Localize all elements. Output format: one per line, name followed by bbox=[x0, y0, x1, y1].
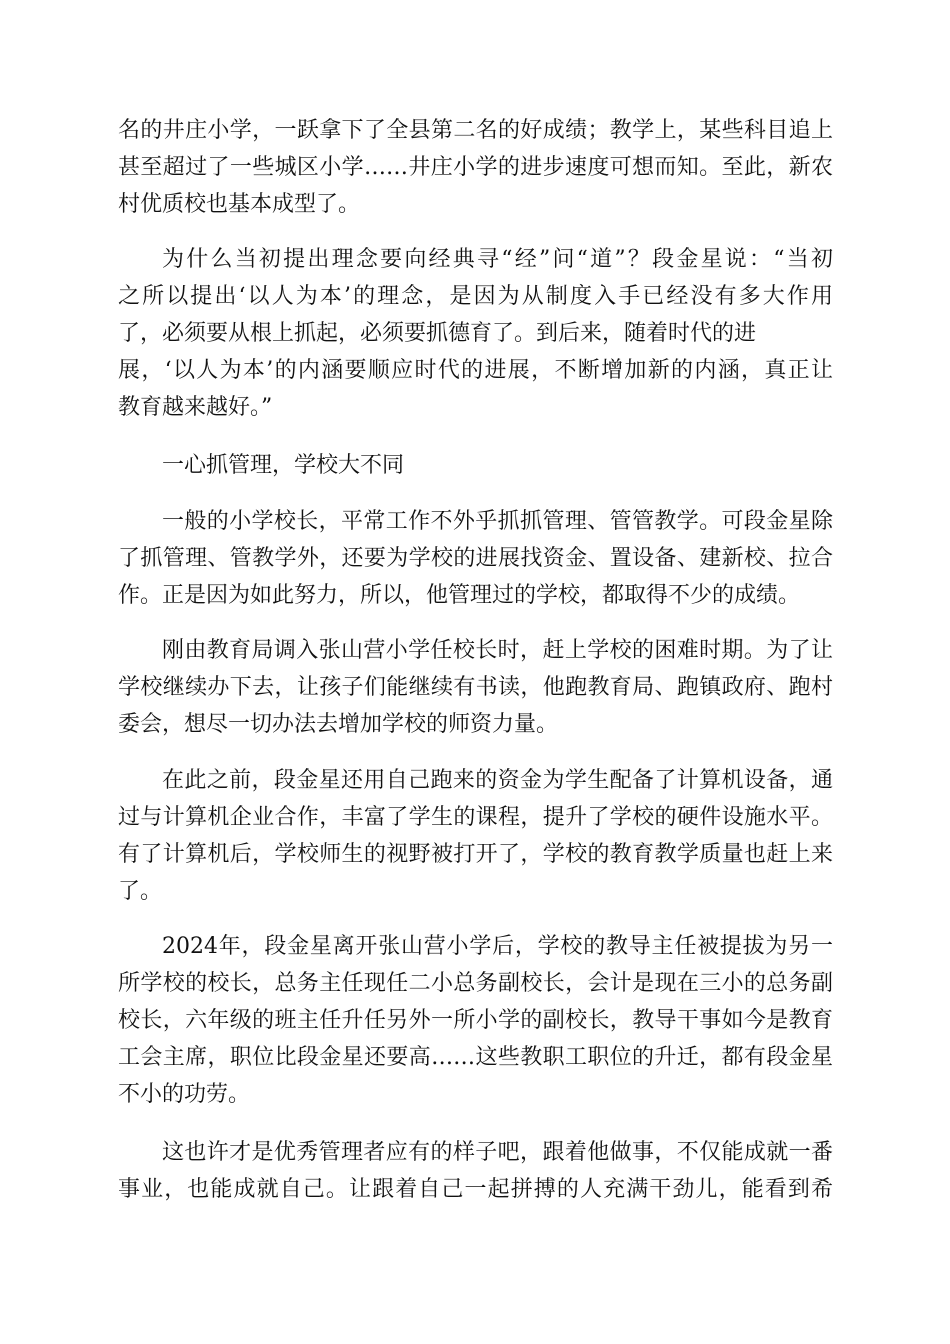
paragraph-7 bbox=[118, 928, 833, 1113]
paragraph-7-line-2: 所学校的校长，总务主任现任二小总务副校长，会计是现在三小的总务副 bbox=[118, 971, 833, 996]
paragraph-6-line-4: 了。 bbox=[118, 879, 163, 904]
paragraph-6-line-3: 有了计算机后，学校师生的视野被打开了，学校的教育教学质量也赶上来 bbox=[118, 842, 833, 867]
paragraph-2-line-4: 展，‘以人为本’的内涵要顺应时代的进展，不断增加新的内涵，真正让 bbox=[118, 358, 833, 383]
paragraph-4-line-2: 了抓管理、管教学外，还要为学校的进展找资金、置设备、建新校、拉合 bbox=[118, 546, 833, 571]
paragraph-1 bbox=[118, 112, 833, 223]
paragraph-2-line-5: 教育越来越好。” bbox=[118, 395, 273, 420]
paragraph-1-line-2: 甚至超过了一些城区小学……井庄小学的进步速度可想而知。至此，新农 bbox=[118, 155, 833, 180]
paragraph-5-line-3: 委会，想尽一切办法去增加学校的师资力量。 bbox=[118, 712, 559, 737]
paragraph-1-line-3: 村优质校也基本成型了。 bbox=[118, 192, 361, 217]
paragraph-5-line-2: 学校继续办下去，让孩子们能继续有书读，他跑教育局、跑镇政府、跑村 bbox=[118, 675, 833, 700]
section-heading-text: 一心抓管理，学校大不同 bbox=[162, 453, 405, 478]
paragraph-7-line-3: 校长，六年级的班主任升任另外一所小学的副校长，教导干事如今是教育 bbox=[118, 1008, 833, 1033]
paragraph-2-line-3: 了，必须要从根上抓起，必须要抓德育了。到后来，随着时代的进 bbox=[118, 321, 757, 346]
paragraph-2-line-2: 之所以提出‘以人为本’的理念，是因为从制度入手已经没有多大作用 bbox=[118, 284, 833, 309]
paragraph-4-line-1: 一般的小学校长，平常工作不外乎抓抓管理、管管教学。可段金星除 bbox=[162, 509, 833, 534]
paragraph-4 bbox=[118, 503, 833, 614]
section-heading bbox=[118, 447, 833, 484]
paragraph-5 bbox=[118, 632, 833, 743]
paragraph-2-line-1: 为什么当初提出理念要向经典寻“经”问“道”？段金星说：“当初 bbox=[162, 247, 833, 272]
paragraph-8-line-1: 这也许才是优秀管理者应有的样子吧，跟着他做事，不仅能成就一番 bbox=[162, 1140, 833, 1165]
paragraph-1-line-1: 名的井庄小学，一跃拿下了全县第二名的好成绩；教学上，某些科目追上 bbox=[118, 118, 833, 143]
paragraph-8 bbox=[118, 1134, 833, 1208]
paragraph-6 bbox=[118, 762, 833, 910]
paragraph-4-line-3: 作。正是因为如此努力，所以，他管理过的学校，都取得不少的成绩。 bbox=[118, 583, 801, 608]
paragraph-6-line-2: 过与计算机企业合作，丰富了学生的课程，提升了学校的硬件设施水平。 bbox=[118, 805, 833, 830]
paragraph-2 bbox=[118, 241, 833, 426]
paragraph-7-line-1: 2024年，段金星离开张山营小学后，学校的教导主任被提拔为另一 bbox=[162, 934, 833, 959]
paragraph-5-line-1: 刚由教育局调入张山营小学任校长时，赶上学校的困难时期。为了让 bbox=[162, 638, 833, 663]
paragraph-6-line-1: 在此之前，段金星还用自己跑来的资金为学生配备了计算机设备，通 bbox=[162, 768, 833, 793]
paragraph-7-line-4: 工会主席，职位比段金星还要高……这些教职工职位的升迁，都有段金星 bbox=[118, 1045, 833, 1070]
paragraph-8-line-2: 事业，也能成就自己。让跟着自己一起拼搏的人充满干劲儿，能看到希 bbox=[118, 1177, 833, 1202]
paragraph-7-line-5: 不小的功劳。 bbox=[118, 1082, 251, 1107]
